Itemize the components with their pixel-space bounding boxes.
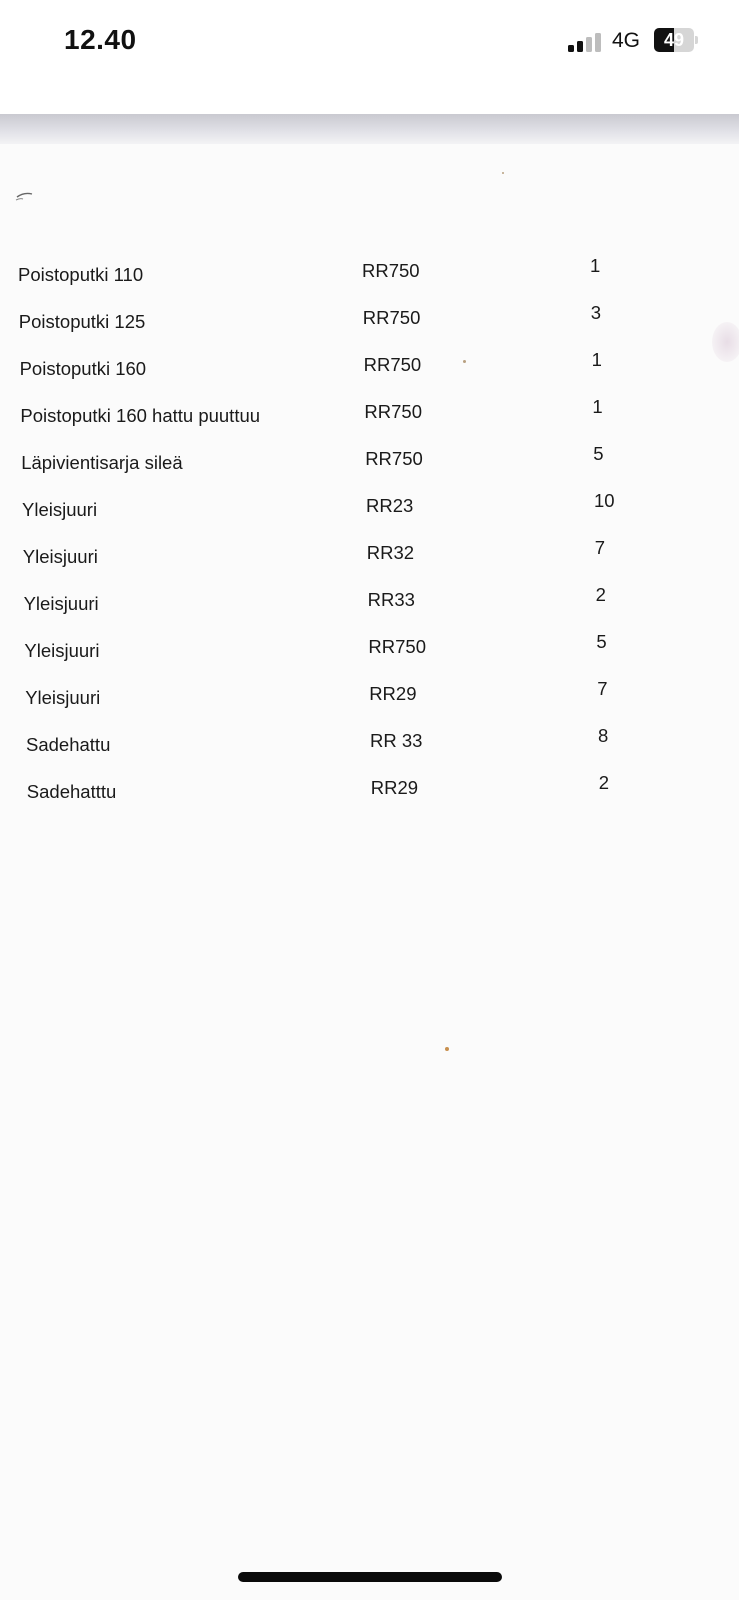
list-item [0, 678, 739, 711]
paper-speck [502, 172, 504, 174]
battery-icon [654, 28, 698, 52]
item-code: RR750 [368, 636, 426, 657]
item-quantity: 5 [596, 631, 607, 652]
item-quantity: 1 [592, 396, 603, 417]
item-name: Yleisjuuri [22, 499, 98, 520]
item-code: RR750 [362, 307, 421, 328]
item-quantity: 7 [597, 678, 608, 699]
cellular-signal-icon [568, 32, 602, 52]
scanner-band [0, 114, 739, 144]
list-item [0, 631, 739, 664]
list-item [0, 443, 739, 476]
item-name: Läpivientisarja sileä [21, 452, 183, 473]
paper-speck [445, 1047, 449, 1051]
item-code: RR29 [370, 777, 419, 798]
list-item [0, 255, 739, 288]
item-code: RR 33 [370, 730, 423, 751]
item-code: RR29 [369, 683, 417, 704]
item-name: Sadehattu [26, 734, 111, 755]
item-name: Poistoputki 125 [18, 311, 146, 332]
list-item [0, 396, 739, 429]
item-quantity: 2 [595, 584, 606, 605]
item-name: Yleisjuuri [24, 640, 100, 661]
item-name: Poistoputki 110 [18, 264, 144, 285]
item-quantity: 1 [591, 349, 602, 370]
list-item [0, 725, 739, 758]
item-code: RR750 [363, 354, 422, 375]
item-quantity: 7 [594, 537, 606, 558]
item-name: Yleisjuuri [25, 687, 101, 708]
item-code: RR23 [366, 495, 414, 516]
item-quantity: 5 [593, 443, 604, 464]
status-bar [0, 0, 739, 82]
item-name: Yleisjuuri [22, 546, 98, 567]
item-name: Yleisjuuri [23, 593, 99, 614]
item-quantity: 1 [590, 255, 601, 276]
item-quantity: 2 [598, 772, 610, 793]
list-item [0, 349, 739, 382]
item-quantity: 10 [594, 490, 615, 511]
list-item [0, 772, 739, 805]
item-name: Poistoputki 160 hattu puuttuu [20, 405, 261, 426]
network-type-label: 4G [612, 29, 641, 52]
list-item [0, 302, 739, 335]
item-code: RR33 [367, 589, 415, 610]
battery-percent: 49 [663, 30, 685, 50]
item-quantity: 8 [598, 725, 609, 746]
item-code: RR750 [365, 448, 423, 469]
item-quantity: 3 [590, 302, 602, 323]
list-item [0, 584, 739, 617]
list-item [0, 490, 739, 523]
list-item [0, 537, 739, 570]
item-name: Sadehatttu [26, 781, 117, 802]
home-indicator[interactable] [238, 1572, 502, 1582]
item-code: RR750 [362, 260, 420, 281]
pen-mark [14, 188, 36, 204]
status-time: 12.40 [64, 24, 137, 55]
item-code: RR750 [364, 401, 422, 422]
item-name: Poistoputki 160 [19, 358, 147, 379]
item-code: RR32 [366, 542, 415, 563]
